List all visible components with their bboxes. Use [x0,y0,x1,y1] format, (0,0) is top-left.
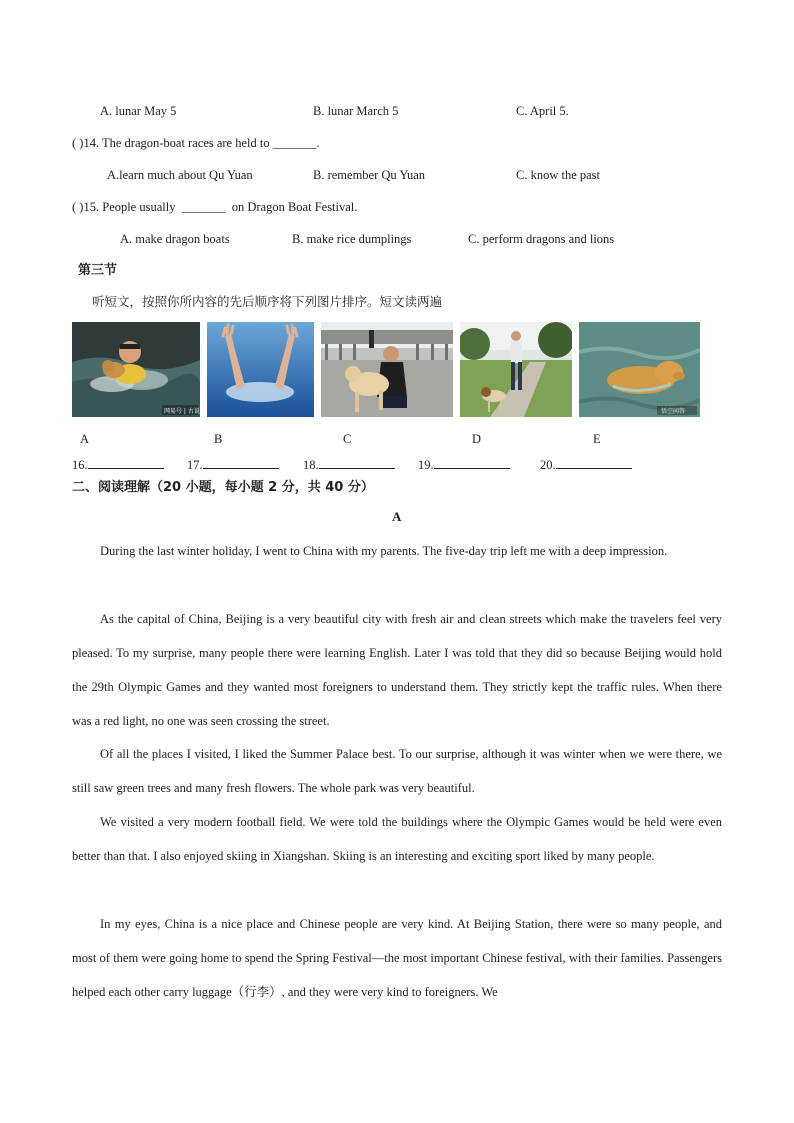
section3-instruction: 听短文，按照你所内容的先后顺序将下列图片排序。短文读两遍 [92,294,443,309]
passage-label: A [392,509,402,524]
passage-paragraph-3: Of all the places I visited, I liked the Summer Palace best. To our surprise, although it was winter when we were there, we still saw green trees and many fresh flowers. The whole park was very beautiful. [72,747,722,795]
passage-paragraph-4: We visited a very modern football field. We were told the buildings where the Olympic Games would be held were even better than that. I also enjoyed skiing in Xiangshan. Skiing is an interesting and exciting sport liked by many people. [72,815,722,863]
q15-question [72,199,357,215]
picture-c [321,322,453,417]
answer-19[interactable]: 19. [418,456,510,473]
q14-stem: 14. The dragon-boat races are held to [83,136,270,150]
q14-option-b: B. remember Qu Yuan [313,168,426,182]
picture-label-d: D [472,432,482,446]
answer-18[interactable]: 18. [303,456,395,473]
q15-tail: on Dragon Boat Festival. [231,200,358,214]
passage-paragraph-5: In my eyes, China is a nice place and Chinese people are very kind. At Beijing Station, there were so many people, and most of them were going home to spend the Spring Festival—the most important Chinese festival, with their families. Passengers helped each other carry luggage（行李）, and they were very kind to foreigners. We [72,917,722,999]
q13-option-b: B. lunar March 5 [313,104,399,118]
picture-a-watermark: 网易号 | 古说 [164,408,200,415]
q15-answer-paren[interactable]: ( ) [72,200,84,214]
answer-16[interactable]: 16. [72,456,164,473]
q14-blank: _______. [272,136,320,150]
section3-title: 第三节 [78,263,118,278]
picture-label-b: B [214,432,223,446]
q14-question [72,135,320,151]
q13-option-c: C. April 5. [516,104,569,118]
picture-e-watermark: 悟空问答 [661,408,686,415]
passage-paragraph-2: As the capital of China, Beijing is a very beautiful city with fresh air and clean streets which make the travelers feel very pleased. To my surprise, many people there were learning English. Later I was told that they did so because Beijing would hold the 29th Olympic Games and they wanted most foreigners to understand them. They strictly kept the traffic rules. When there was a red light, no one was seen crossing the street. [72,612,722,728]
picture-label-c: C [343,432,352,446]
q15-option-b: B. make rice dumplings [292,232,412,246]
q15-option-c: C. perform dragons and lions [468,232,615,246]
passage-paragraph-1: During the last winter holiday, I went to China with my parents. The five-day trip left me with a deep impression. [100,544,668,558]
answer-20[interactable]: 20. [540,456,632,473]
q15-option-a: A. make dragon boats [120,232,230,246]
picture-a [72,322,200,417]
picture-label-a: A [80,432,90,446]
q15-stem: 15. People usually [83,200,176,214]
q13-option-a: A. lunar May 5 [100,104,177,118]
q14-option-c: C. know the past [516,168,601,182]
answer-17[interactable]: 17. [187,456,279,473]
picture-d [460,322,572,417]
q14-answer-paren[interactable]: ( ) [72,136,84,150]
q14-option-a: A.learn much about Qu Yuan [107,168,253,182]
part2-title: 二、阅读理解（20 小题，每小题 2 分，共 40 分） [72,480,374,495]
picture-b [207,322,314,417]
picture-e [579,322,700,417]
picture-label-e: E [593,432,601,446]
q15-blank: _______ [181,200,226,214]
